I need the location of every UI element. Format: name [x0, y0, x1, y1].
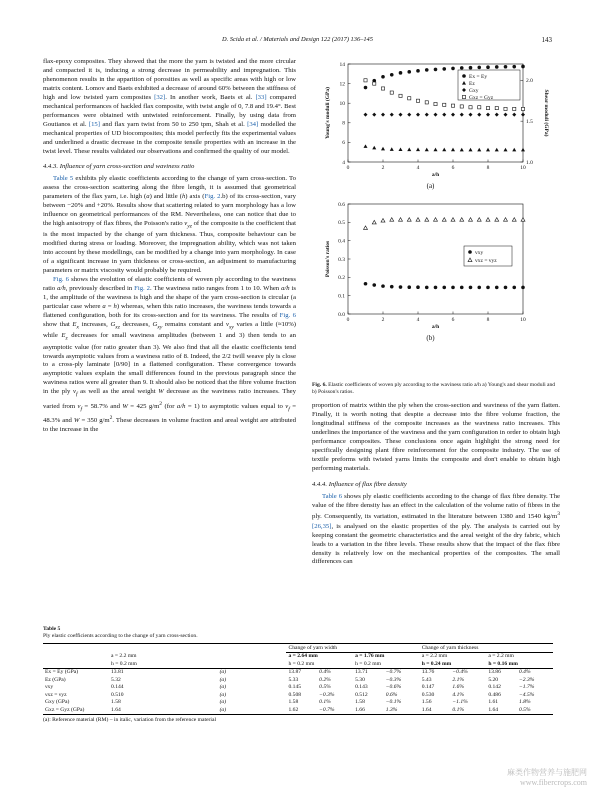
data-point	[416, 218, 420, 222]
data-point	[477, 113, 481, 117]
data-point	[486, 113, 490, 117]
column-header-h: h = 0.16 mm	[486, 660, 553, 668]
y-tick-label: 8	[342, 120, 345, 127]
data-point	[416, 285, 420, 289]
variation-cell: 1.6%	[452, 684, 465, 691]
variation-cell: 0.1%	[450, 706, 486, 714]
data-point	[460, 218, 464, 222]
variation-cell: (a)	[219, 676, 227, 683]
data-point	[364, 144, 368, 148]
row-label: Gxz = Gyz (GPa)	[43, 706, 109, 714]
data-point	[434, 148, 438, 152]
value-cell: 0.143	[355, 684, 368, 691]
data-point	[460, 66, 464, 70]
variation-cell: 0.1%	[319, 699, 331, 706]
table-row	[43, 691, 553, 699]
data-point	[495, 107, 498, 110]
right-column	[312, 402, 560, 567]
data-point	[486, 286, 490, 290]
row-label: Gxy (GPa)	[45, 699, 70, 706]
page-number: 143	[541, 36, 552, 44]
data-point	[372, 283, 376, 287]
figure-caption: Fig. 6. Elastic coefficients of woven ply according to the waviness ratio a/h a) Young's and shear moduli and b) Poisson's ratios.	[312, 382, 556, 395]
data-point	[425, 286, 429, 290]
data-point	[469, 286, 473, 290]
data-point	[442, 113, 446, 117]
data-point	[390, 91, 393, 94]
x-tick-label: 6	[451, 165, 455, 171]
data-point	[469, 113, 473, 117]
column-header-h: h = 0.2 mm	[286, 660, 353, 668]
data-point	[399, 94, 402, 97]
y-tick-label: 0.4	[338, 238, 345, 245]
data-point	[512, 286, 516, 290]
data-point	[407, 285, 411, 289]
data-point	[364, 282, 368, 286]
data-point	[486, 107, 489, 110]
data-point	[416, 69, 420, 73]
data-point	[504, 148, 508, 152]
legend-marker	[468, 250, 472, 254]
variation-cell: 4.1%	[452, 691, 465, 698]
data-point	[442, 286, 446, 290]
data-point	[469, 106, 472, 109]
value-cell: 0.145	[288, 684, 302, 691]
data-point	[381, 147, 385, 151]
row-label: νxz = νyz	[45, 691, 67, 698]
x-axis-label: a/h	[431, 172, 440, 178]
data-point	[486, 148, 490, 152]
data-point	[513, 107, 516, 110]
data-point	[434, 113, 438, 117]
data-point	[372, 220, 376, 224]
variation-cell: −0.7%	[385, 669, 402, 676]
variation-cell: (a)	[219, 684, 227, 691]
data-point	[451, 67, 455, 71]
empty-cell	[43, 652, 109, 660]
data-point	[381, 87, 384, 90]
column-header-a: a = 1.76 mm	[355, 653, 385, 660]
variation-cell: −1.7%	[518, 684, 535, 691]
data-point	[434, 218, 438, 222]
x-tick-label: 0	[346, 317, 350, 323]
table-link[interactable]: Table 6	[322, 492, 343, 500]
variation-cell: 0.5%	[319, 684, 331, 691]
data-point	[390, 285, 394, 289]
ref-link[interactable]: [32]	[154, 93, 166, 101]
variation-cell: 0.4%	[518, 669, 531, 676]
y-tick-label: 0.6	[338, 201, 345, 208]
data-point	[504, 286, 508, 290]
legend-marker	[462, 74, 466, 78]
panel-label: (a)	[426, 182, 435, 190]
panel-label: (b)	[426, 334, 435, 342]
data-point	[364, 86, 368, 90]
y-tick-label: 0.0	[338, 311, 345, 318]
data-point	[512, 218, 516, 222]
data-point	[434, 68, 438, 72]
column-header-a: a = 2.64 mm	[288, 653, 318, 660]
value-cell: 13.81	[111, 669, 124, 676]
data-point	[407, 113, 411, 117]
data-point	[407, 148, 411, 152]
row-label: Ez (GPa)	[45, 676, 66, 683]
legend-label: Ez	[469, 81, 475, 87]
value-cell: 13.76	[421, 669, 435, 676]
data-point	[416, 113, 420, 117]
value-cell: 0.486	[488, 691, 501, 698]
watermark: 麻类作物营养与施肥网 www.fibercrops.com	[507, 768, 587, 787]
data-point	[408, 97, 411, 100]
figure-6	[308, 56, 558, 376]
legend-marker	[462, 95, 465, 98]
data-point	[416, 99, 419, 102]
running-header	[43, 36, 552, 46]
variation-cell: −4.5%	[518, 691, 535, 698]
value-cell: 1.66	[353, 706, 384, 714]
value-cell: 1.58	[355, 699, 365, 706]
value-cell: 1.58	[111, 699, 121, 706]
data-point	[504, 107, 507, 110]
variation-cell: −0.3%	[385, 676, 402, 683]
y-tick-label: 14	[339, 61, 345, 68]
y-tick-label: 12	[339, 81, 345, 88]
value-cell: 1.64	[486, 706, 517, 714]
x-tick-label: 8	[486, 165, 490, 171]
figure-link[interactable]: Fig. 6	[53, 276, 70, 284]
variation-cell: −1.1%	[452, 699, 468, 706]
table-subtitle: Ply elastic coefficients according to the change of yarn cross-section.	[43, 633, 198, 639]
data-point	[504, 218, 508, 222]
data-point	[451, 286, 455, 290]
x-tick-label: 10	[520, 317, 526, 323]
variation-cell: 0.2%	[319, 676, 331, 683]
column-header-h: h = 0.2 mm	[353, 660, 420, 668]
table-5-grid	[43, 643, 553, 715]
variation-cell: −0.7%	[317, 706, 353, 714]
variation-cell: 0.6%	[385, 691, 398, 698]
row-label: νxy	[45, 684, 54, 691]
figure-link[interactable]: Fig. 6	[279, 312, 297, 320]
data-point	[425, 113, 429, 117]
variation-cell: 1.3%	[384, 706, 420, 714]
data-point	[477, 286, 481, 290]
value-cell: 1.58	[288, 699, 299, 706]
data-point	[512, 148, 516, 152]
value-cell: 13.86	[488, 669, 501, 676]
data-point	[478, 106, 481, 109]
paragraph-443b: Fig. 6 shows the evolution of elastic coefficients of woven ply according to the waviness ratio a/h, previously described in Fig. 2. The waviness ratio ranges from 1 to 10. When a/h is 1, the amplitude of the waviness is high and the shape of the yarn cross-section is circular (a particular case where a = h) whereas, when this ratio increases, the waviness tends towards a flattened configuration, both for its cross-section and for its waviness. The results of Fig. 6 show that $E_x$ increases, $G_{xz}$ decreases, $G_{xy}$ remains constant and $\nu_{xy}$ varies a little (≈10%) while $E_z$ decreases for small waviness amplitudes (between 1 and 3) then tends to an asymptotic value (for ratio greater than 3). We also find that all the elastic coefficients tend towards asymptotic values from a waviness ratio of 8. Indeed, the 2/2 twill weave ply is close to a cross-ply laminate [0/90] in a flattened configuration. These convergence towards asymptotic values explain the small differences found in the previous paragraph since the waviness ratios were all greater than 9. It should also be noticed that the fibre volume fraction in the ply $v_f$ as well as the areal weight W decrease as the waviness ratio increases. They varied from $v_f = 58.7\%$ and W = 425 $g/m^2$ (for a/h = 1) to asymptotic values equal to $v_f = 48.3\%$ and W = 350 $g/m^2$. These decreases in volume fraction and areal weight are attributed to the increase in the	[43, 276, 297, 434]
data-point	[495, 218, 499, 222]
value-cell: 0.510	[111, 691, 124, 698]
variation-cell: (a)	[219, 691, 227, 698]
value-cell: 5.20	[488, 676, 499, 683]
ref-link[interactable]: [15]	[88, 120, 100, 128]
data-point	[434, 286, 438, 290]
empty-cell	[43, 660, 109, 668]
value-cell: 5.33	[288, 676, 299, 683]
value-cell: 0.508	[288, 691, 302, 698]
group-header-thickness: Change of yarn thickness	[420, 644, 553, 653]
x-axis-label: a/h	[431, 324, 440, 330]
row-label: Ex = Ey (GPa)	[45, 669, 79, 676]
variation-cell: (a)	[219, 669, 227, 676]
data-point	[399, 218, 403, 222]
variation-cell: −0.1%	[385, 699, 402, 706]
y-tick-label: 0.1	[338, 293, 345, 300]
data-point	[399, 71, 403, 75]
data-point	[416, 148, 420, 152]
y-tick-label: 0.2	[338, 275, 345, 282]
data-point	[451, 104, 454, 107]
figure-link[interactable]: Fig. 2	[204, 193, 221, 201]
data-point	[504, 65, 508, 69]
column-header-h: h = 0.2 mm	[109, 660, 286, 668]
ref-link[interactable]: [26,35]	[312, 522, 332, 530]
data-point	[486, 218, 490, 222]
y-axis-label: Young's moduli (GPa)	[325, 87, 331, 139]
data-point	[372, 146, 376, 150]
data-point	[521, 218, 525, 222]
data-point	[390, 147, 394, 151]
data-point	[434, 102, 437, 105]
data-point	[451, 113, 455, 117]
variation-cell: −0.4%	[452, 669, 468, 676]
legend-label: Gxz = Gyz	[469, 95, 494, 101]
column-header-a: a = 2.2 mm	[111, 653, 137, 659]
data-point	[381, 113, 385, 117]
table-row	[43, 699, 553, 707]
table-5	[43, 626, 553, 724]
journal-citation: D. Scida et al. / Materials and Design 122 (2017) 136–145	[222, 36, 373, 43]
data-point	[504, 113, 508, 117]
data-point	[399, 285, 403, 289]
data-point	[399, 147, 403, 151]
data-point	[372, 113, 376, 117]
y-tick-label: 0.5	[338, 220, 345, 227]
table-row	[43, 676, 553, 684]
column-header-h: h = 0.24 mm	[420, 660, 487, 668]
data-point	[512, 113, 516, 117]
data-point	[399, 113, 403, 117]
table-row	[43, 706, 553, 714]
variation-cell: −0.6%	[385, 684, 402, 691]
data-point	[512, 65, 516, 69]
data-point	[460, 113, 464, 117]
table-title: Table 5	[43, 626, 61, 632]
value-cell: 5.30	[355, 676, 365, 683]
y-tick-label: 0.3	[338, 256, 345, 263]
value-cell: 0.144	[111, 684, 124, 691]
column-header-a: a = 2.2 mm	[488, 653, 514, 660]
y2-tick-label: 1.5	[526, 118, 533, 125]
data-point	[521, 65, 525, 69]
data-point	[469, 218, 473, 222]
y2-tick-label: 1.0	[526, 159, 533, 166]
data-point	[381, 219, 385, 223]
variation-cell: 2.1%	[452, 676, 465, 683]
data-point	[469, 148, 473, 152]
value-cell: 0.147	[421, 684, 435, 691]
value-cell: 1.61	[488, 699, 499, 706]
y-tick-label: 10	[339, 101, 345, 107]
data-point	[442, 148, 446, 152]
section-heading-443: 4.4.3. Influence of yarn cross-section and waviness ratio	[43, 163, 195, 171]
data-point	[425, 101, 428, 104]
data-point	[373, 82, 376, 85]
data-point	[425, 68, 429, 72]
data-point	[442, 218, 446, 222]
data-point	[477, 218, 481, 222]
section-heading-444: 4.4.4. Influence of flax fibre density	[312, 480, 407, 488]
x-tick-label: 10	[520, 165, 526, 171]
data-point	[425, 218, 429, 222]
paragraph-444: Table 6 shows ply elastic coefficients according to the change of flax fibre density. The value of the fibre density has an effect in the calculation of the volume ratio of fibres in the ply. Consequently, its variation, estimated in the literature between 1380 and 1540 $kg/m^3$ [26,35], is analysed on the elastic properties of the ply. The analysis is carried out by keeping constant the geometric characteristics and the areal weight of the dry fabric, which leads to a variation in the fibre levels. These results show that the impact of the flax fibre density is relatively low on the mechanical properties of the composites. The small differences can	[312, 492, 561, 566]
variation-cell: 1.8%	[518, 699, 531, 706]
data-point	[451, 218, 455, 222]
value-cell: 1.64	[109, 706, 218, 714]
left-column	[43, 58, 296, 435]
value-cell: 1.62	[286, 706, 317, 714]
y-axis-label: Poisson's ratios	[325, 240, 331, 278]
value-cell: 13.71	[355, 669, 368, 676]
data-point	[390, 73, 394, 77]
value-cell: 5.32	[111, 676, 121, 683]
x-tick-label: 4	[416, 165, 420, 171]
data-point	[364, 113, 368, 117]
variation-cell: −0.3%	[319, 691, 335, 698]
data-point	[451, 148, 455, 152]
data-point	[477, 148, 481, 152]
table-note: (a): Reference material (RM) – in italic, variation from the reference material	[43, 716, 217, 723]
value-cell: 13.87	[288, 669, 302, 676]
data-point	[381, 75, 385, 79]
data-point	[442, 67, 446, 71]
y-tick-label: 4	[342, 159, 345, 166]
data-point	[477, 66, 481, 70]
data-point	[495, 148, 499, 152]
data-point	[381, 284, 385, 288]
legend-label: Gxy	[469, 88, 479, 94]
data-point	[469, 66, 473, 70]
table-row	[43, 684, 553, 692]
x-tick-label: 6	[451, 317, 455, 323]
variation-cell: 0.4%	[319, 669, 331, 676]
data-point	[364, 79, 367, 82]
legend-label: Ex = Ey	[469, 74, 488, 80]
data-point	[460, 148, 464, 152]
data-point	[495, 113, 499, 117]
x-tick-label: 8	[486, 317, 490, 323]
table-link[interactable]: Table 5	[53, 175, 74, 183]
legend-label: vxy	[475, 250, 484, 256]
x-tick-label: 2	[381, 165, 385, 171]
data-point	[495, 65, 499, 69]
ref-link[interactable]: [34]	[247, 120, 259, 128]
column-header-a: a = 2.2 mm	[421, 653, 448, 660]
ref-link[interactable]: [33]	[255, 93, 267, 101]
variation-cell: −2.3%	[518, 676, 535, 683]
data-point	[460, 286, 464, 290]
data-point	[425, 148, 429, 152]
y2-axis-label: Shear moduli (GPa)	[543, 89, 549, 137]
legend-label: vxz = vyz	[475, 258, 497, 264]
data-point	[521, 113, 525, 117]
figure-link[interactable]: Fig. 2	[134, 285, 150, 293]
data-point	[390, 218, 394, 222]
y-tick-label: 6	[342, 140, 345, 147]
paragraph-443a: Table 5 exhibits ply elastic coefficients according to the change of yarn cross-section. To assess the cross-section scattering along the fibre length, it is assumed that geometrical parameters of the flax yarn, i.e. high (a) and little (h) axis (Fig. 2.b) of its cross-section, vary between −20% and +20%. Results show that scattering related to yarn morphology has a low influence on geometrical performances of the RM. Nevertheless, one can notice that due to the high anisotropy of flax fibres, the Poisson's ratio $\nu_{yz}$ of the composite is the coefficient that is the most impacted by the change of yarn thickness. Thus, composite behaviour can be modified during stress or loading. Moreover, the impregnation ability, which was not taken into account by these modellings, can be modified by a change into yarn morphology. In case of a significant increase in yarn thickness or cross-section, an adjustment to manufacturing parameters or matrix viscosity would probably be required.	[43, 175, 297, 275]
value-cell: 0.512	[355, 691, 368, 698]
data-point	[460, 105, 463, 108]
value-cell: 1.64	[420, 706, 451, 714]
data-point	[521, 286, 525, 290]
data-point	[495, 286, 499, 290]
table-row	[43, 668, 553, 676]
value-cell: 5.43	[421, 676, 432, 683]
x-tick-label: 4	[416, 317, 420, 323]
y2-tick-label: 2.0	[526, 78, 533, 85]
variation-cell: (a)	[218, 706, 287, 714]
variation-cell: 0.5%	[517, 706, 553, 714]
variation-cell: (a)	[219, 699, 227, 706]
data-point	[443, 103, 446, 106]
intro-paragraph: flax-epoxy composites. They showed that the more the yarn is twisted and the more circular and compacted it is, inducing a strong decrease in permeability and impregnation. This phenomenon results in the apparition of porosities as well as specific areas with high or low matrix content. Lomov and Baets exhibited a decrease of around 60% between the stiffness of high and low twisted yarn composites [32]. In another work, Baets et al. [33] compared mechanical performances of hackled flax composite, with twist angle of 0, 7.8 and 19.4°. Best performances were obtained with untwisted reinforcement. Finally, by using data from Goutianos et al. [15] and flax yarn twist from 50 to 250 tpm, Shah et al. [34] modelled the mechanical properties of UD biocomposites; this model perfectly fits the experimental values and underlined a drastic decrease in the composite tensile properties with an increase in the twist level. These results validated our observations and confirmed the quality of our model.	[43, 58, 296, 155]
data-point	[364, 226, 368, 230]
data-point	[407, 70, 411, 74]
value-cell: 0.530	[421, 691, 435, 698]
data-point	[390, 113, 394, 117]
x-tick-label: 2	[381, 317, 385, 323]
group-header-width: Change of yarn width	[286, 644, 419, 653]
data-point	[486, 65, 490, 69]
data-point	[521, 107, 524, 110]
data-point	[521, 148, 525, 152]
value-cell: 1.56	[421, 699, 432, 706]
value-cell: 0.142	[488, 684, 501, 691]
paragraph-continued: proportion of matrix within the ply when the cross-section and waviness of the yarn flatten. Finally, it is worth noting that despite a decrease into the fibre volume fraction, the longitudinal stiffness of the composite increases as the waviness ratio increases. This underlines the importance of the waviness and the yarn configuration in order to obtain high performance composites. These conclusions once again highlight the strong need for specifically designing plant fibre reinforcement for the composite industry. The use of textile preforms with twisted yarns limits the composite and don't enable to obtain high performing materials.	[312, 402, 560, 472]
x-tick-label: 0	[346, 165, 350, 171]
data-point	[407, 218, 411, 222]
